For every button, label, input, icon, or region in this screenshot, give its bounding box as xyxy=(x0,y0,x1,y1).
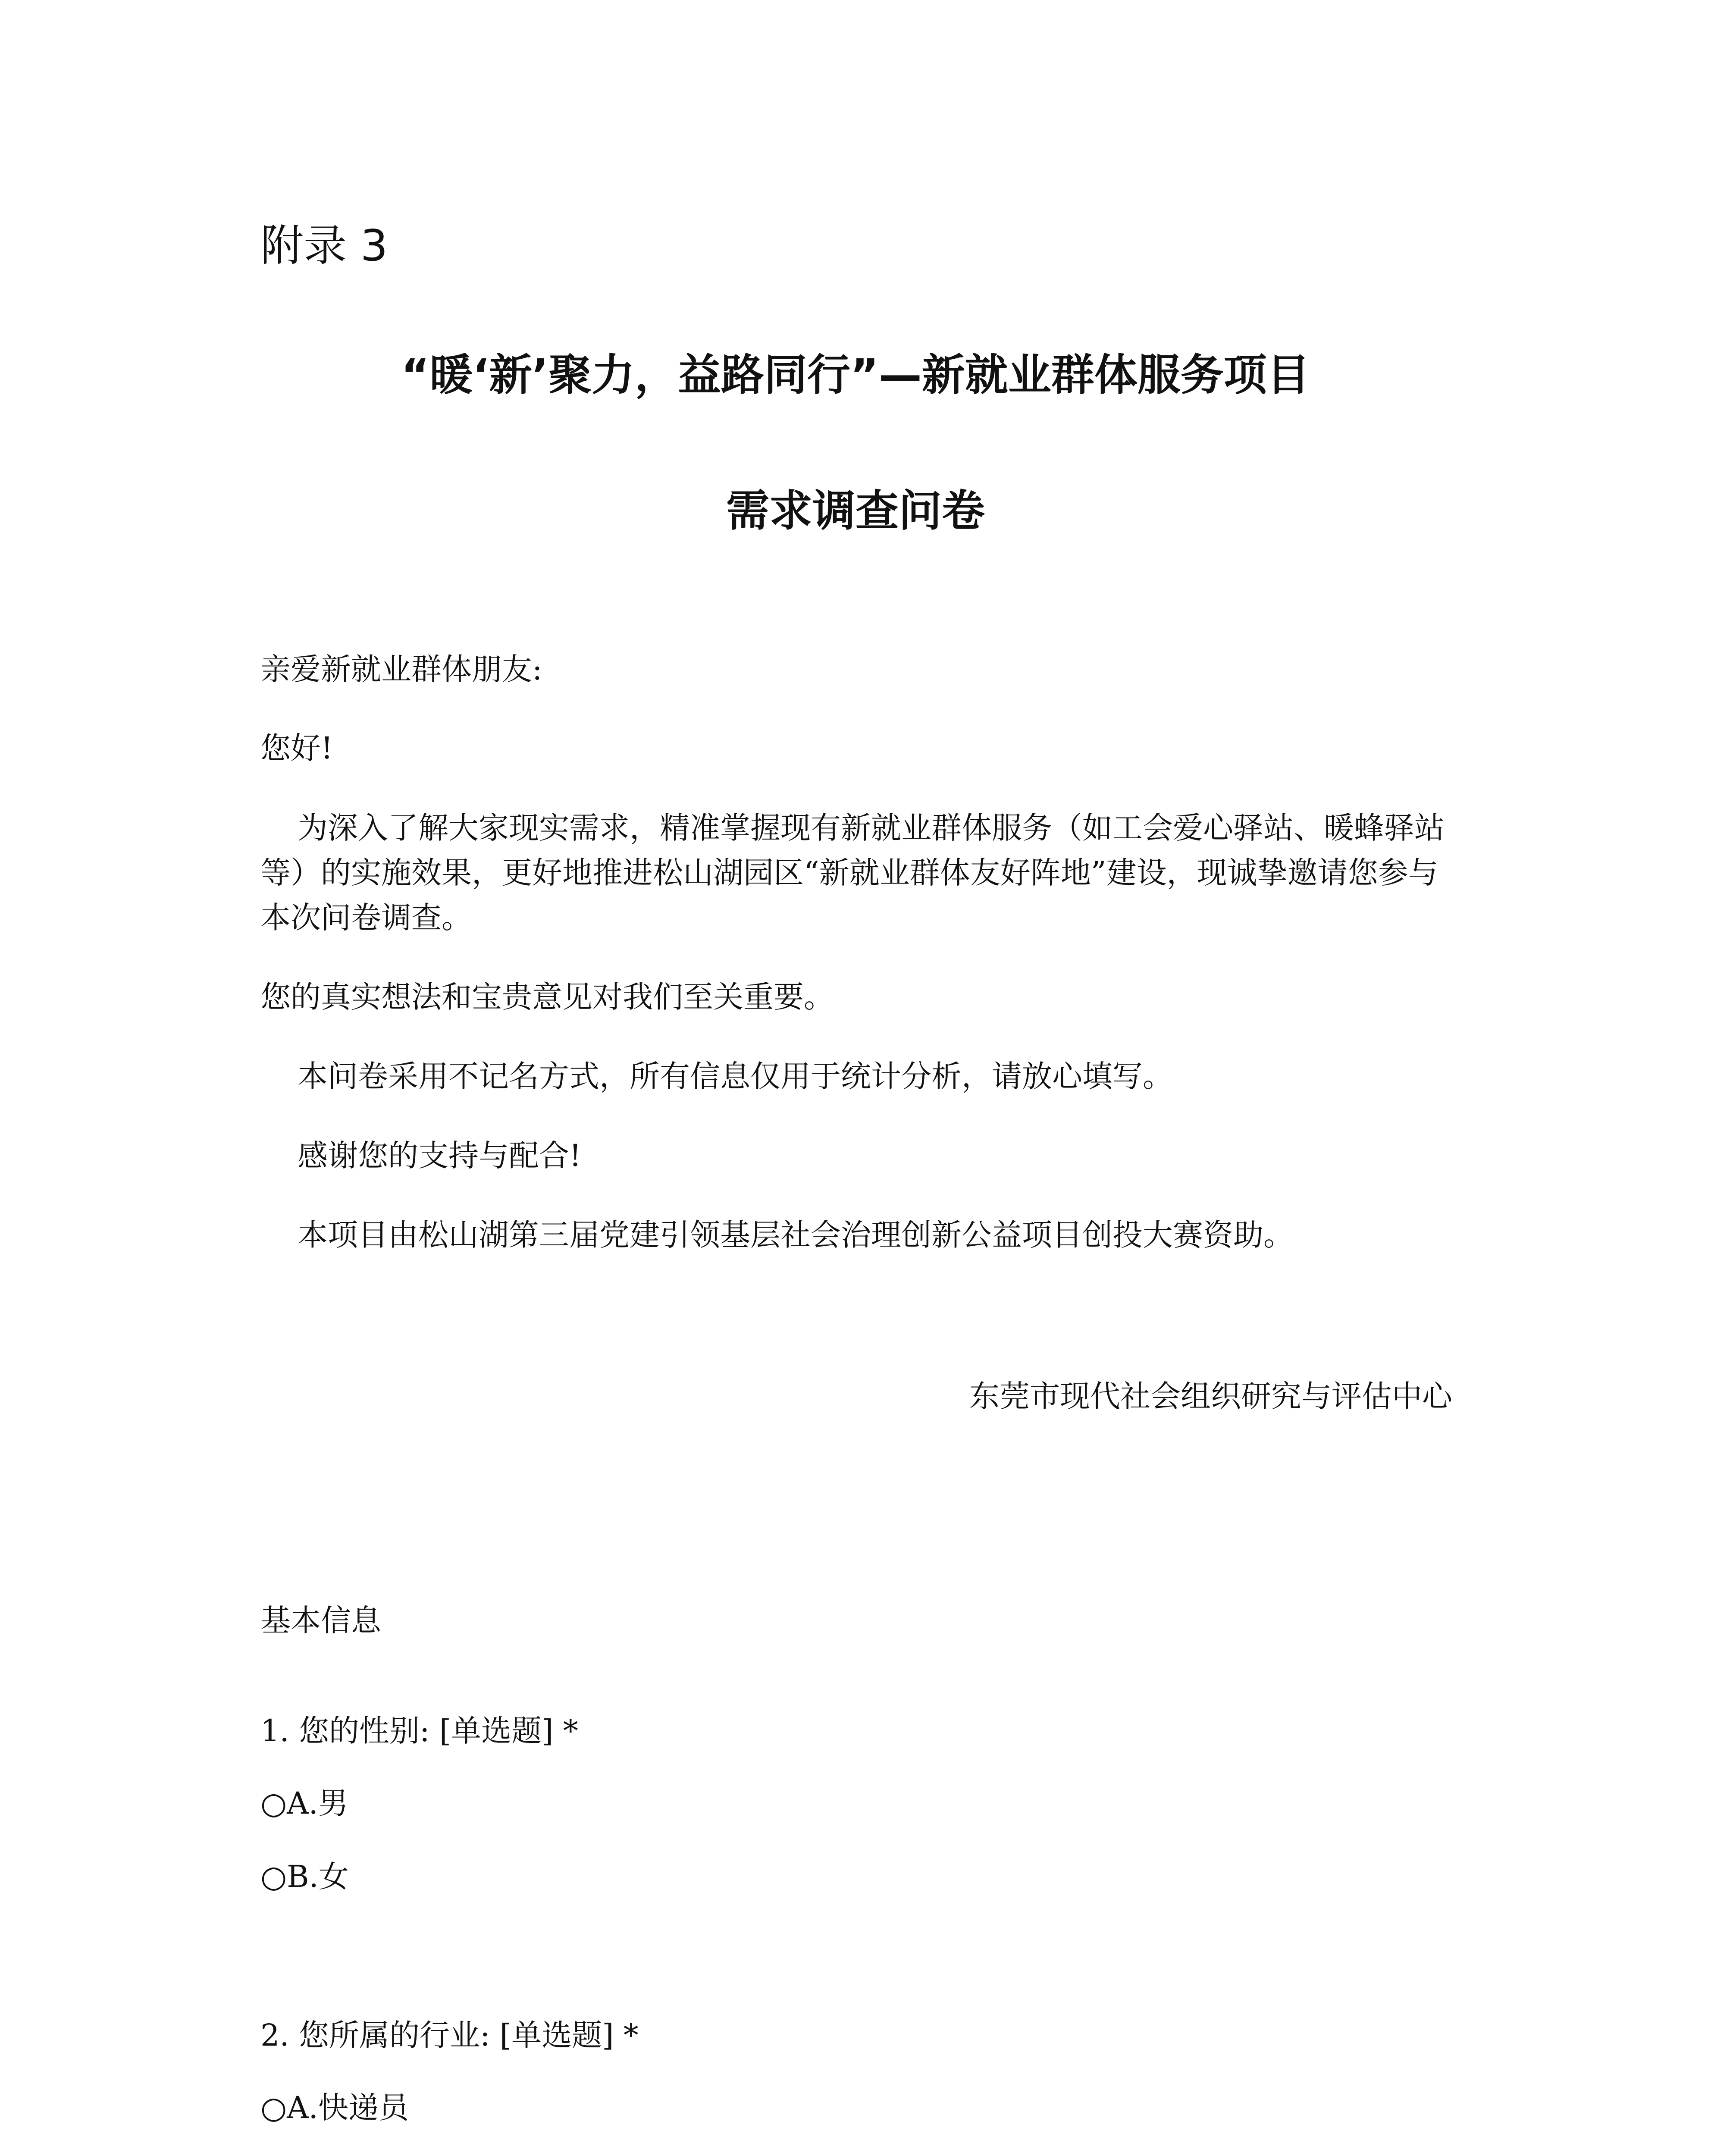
question-1-option-b[interactable]: ○B.女 xyxy=(260,1859,349,1894)
greeting: 您好! xyxy=(260,730,333,766)
survey-title-line-1: “暖‘新’聚力，益路同行”—新就业群体服务项目 xyxy=(401,350,1310,400)
appendix-label: 附录 3 xyxy=(260,220,388,271)
question-2-option-a[interactable]: ○A.快递员 xyxy=(260,2090,409,2125)
section-heading: 基本信息 xyxy=(260,1603,381,1638)
organization-signature: 东莞市现代社会组织研究与评估中心 xyxy=(969,1379,1452,1414)
anonymous-note: 本问卷采用不记名方式，所有信息仅用于统计分析，请放心填写。 xyxy=(298,1059,1173,1094)
question-2-text: 2. 您所属的行业: [单选题] * xyxy=(260,2018,639,2053)
thanks-line: 感谢您的支持与配合! xyxy=(298,1138,582,1173)
salutation: 亲爱新就业群体朋友: xyxy=(260,652,542,687)
question-1-text: 1. 您的性别: [单选题] * xyxy=(260,1713,578,1749)
question-1-option-a[interactable]: ○A.男 xyxy=(260,1786,348,1821)
intro-paragraph: 为深入了解大家现实需求，精准掌握现有新就业群体服务（如工会爱心驿站、暖蜂驿站等）的实施效果，更好地推进松山湖园区“新就业群体友好阵地”建设，现诚挚邀请您参与本次问卷调查。 xyxy=(260,810,1445,935)
survey-title-line-2: 需求调查问卷 xyxy=(726,486,985,536)
funding-note: 本项目由松山湖第三届党建引领基层社会治理创新公益项目创投大赛资助。 xyxy=(298,1217,1294,1253)
importance-line: 您的真实想法和宝贵意见对我们至关重要。 xyxy=(260,979,834,1015)
